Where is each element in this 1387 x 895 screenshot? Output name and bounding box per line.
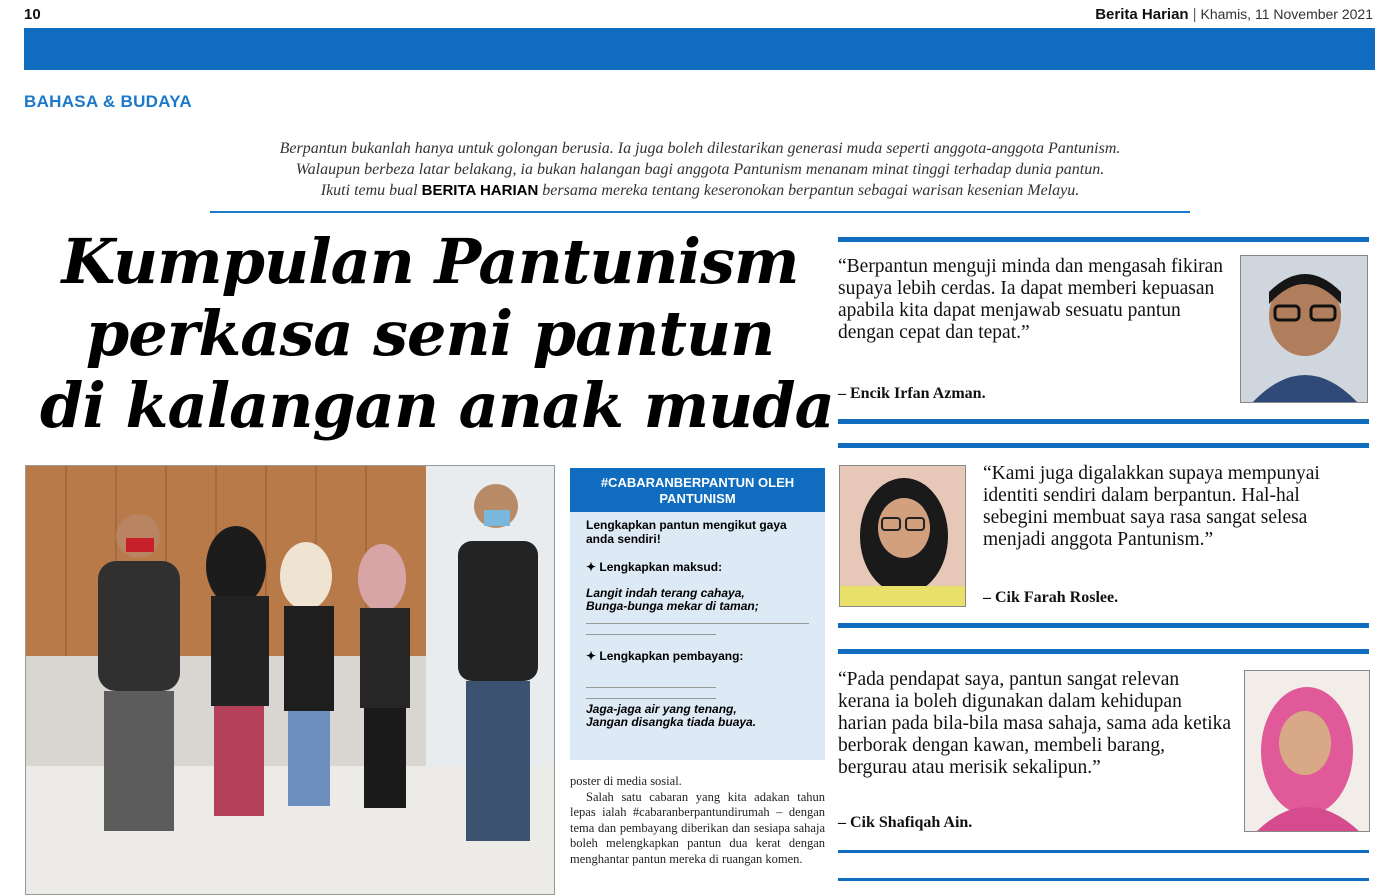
headline-line-2: perkasa seni pantun <box>85 297 775 370</box>
headline-line-1: Kumpulan Pantunism <box>61 225 799 298</box>
quote-rule <box>838 878 1369 881</box>
verse-1-line-1: Langit indah terang cahaya, <box>586 586 745 600</box>
portrait-irfan-illustration <box>1241 256 1368 403</box>
masthead-separator: | <box>1192 6 1197 23</box>
quote-2-attribution: – Cik Farah Roslee. <box>983 589 1119 606</box>
group-photo-illustration <box>26 466 555 895</box>
challenge-verse-1 <box>586 587 809 613</box>
standfirst <box>180 138 1220 201</box>
section-label: BAHASA & BUDAYA <box>24 92 192 111</box>
headline-line-3: di kalangan anak muda <box>40 369 834 442</box>
answer-blank-line <box>586 634 716 635</box>
publication-name: Berita Harian <box>1095 6 1189 23</box>
verse-2-line-1: Jaga-jaga air yang tenang, <box>586 702 737 716</box>
standfirst-brand: BERITA HARIAN <box>421 182 539 199</box>
portrait-farah-illustration <box>840 466 966 607</box>
masthead <box>1095 6 1373 23</box>
body-paragraph-2: Salah satu cabaran yang kita adakan tahun lepas ialah #cabaranberpantundirumah – dengan tema dan pembayang diberikan dan sesiapa sahaja boleh melengkapkan pantun dua kerat dengan menghantar pantun mereka di ruangan komen. <box>570 789 825 866</box>
answer-blank-line <box>586 623 809 624</box>
portrait-farah <box>839 465 966 607</box>
headline <box>40 225 834 442</box>
portrait-shafiqah-illustration <box>1245 671 1370 832</box>
standfirst-line-3-pre: Ikuti temu bual <box>320 182 418 199</box>
challenge-box <box>570 512 825 760</box>
standfirst-line-1: Berpantun bukanlah hanya untuk golongan berusia. Ia juga boleh dilestarikan generasi muda seperti anggota-anggota Pantunism. <box>279 140 1121 157</box>
answer-blank-line <box>586 687 716 688</box>
verse-1-line-2: Bunga-bunga mekar di taman; <box>586 599 759 613</box>
quote-rule <box>838 237 1369 242</box>
challenge-box-title: #CABARANBERPANTUN OLEH PANTUNISM <box>570 468 825 512</box>
challenge-intro: Lengkapkan pantun mengikut gaya anda sendiri! <box>586 518 787 546</box>
quote-rule <box>838 443 1369 448</box>
standfirst-line-2: Walaupun berbeza latar belakang, ia bukan halangan bagi anggota Pantunism menanam minat tinggi terhadap dunia pantun. <box>295 161 1105 178</box>
page-number: 10 <box>24 6 41 23</box>
portrait-irfan <box>1240 255 1368 403</box>
verse-2-line-2: Jangan disangka tiada buaya. <box>586 715 757 729</box>
challenge-bullet-pembayang: ✦ Lengkapkan pembayang: <box>586 649 744 663</box>
answer-blank-line <box>586 698 716 699</box>
quote-1-text: “Berpantun menguji minda dan mengasah fikiran supaya lebih cerdas. Ia dapat memberi kepuasan apabila kita dapat menjawab sesuatu pantun dengan cepat dan tepat.” <box>838 256 1224 343</box>
quote-3-attribution: – Cik Shafiqah Ain. <box>838 814 973 831</box>
group-photo <box>25 465 555 895</box>
quote-1-attribution: – Encik Irfan Azman. <box>838 385 986 402</box>
quote-rule <box>838 649 1369 654</box>
body-paragraph-1: poster di media sosial. <box>570 774 682 788</box>
header-bar <box>24 28 1375 70</box>
quote-rule <box>838 419 1369 424</box>
quote-rule <box>838 623 1369 628</box>
portrait-shafiqah <box>1244 670 1370 832</box>
quote-rule <box>838 850 1369 853</box>
standfirst-line-3 <box>180 180 1220 201</box>
issue-date: Khamis, 11 November 2021 <box>1200 6 1373 22</box>
challenge-bullet-maksud: ✦ Lengkapkan maksud: <box>586 560 723 574</box>
challenge-verse-2 <box>586 703 809 729</box>
quote-2-text: “Kami juga digalakkan supaya mempunyai identiti sendiri dalam berpantun. Hal-hal sebegini membuat saya rasa sangat selesa menjadi anggota Pantunism.” <box>983 463 1320 550</box>
standfirst-rule <box>210 211 1190 213</box>
standfirst-line-3-post: bersama mereka tentang keseronokan berpantun sebagai warisan kesenian Melayu. <box>542 182 1080 199</box>
article-body <box>570 774 825 867</box>
quote-3-text: “Pada pendapat saya, pantun sangat relevan kerana ia boleh digunakan dalam kehidupan harian pada bila-bila masa sahaja, sama ada ketika berborak dengan kawan, membeli barang, bergurau atau merisik sekalipun.” <box>838 669 1232 778</box>
